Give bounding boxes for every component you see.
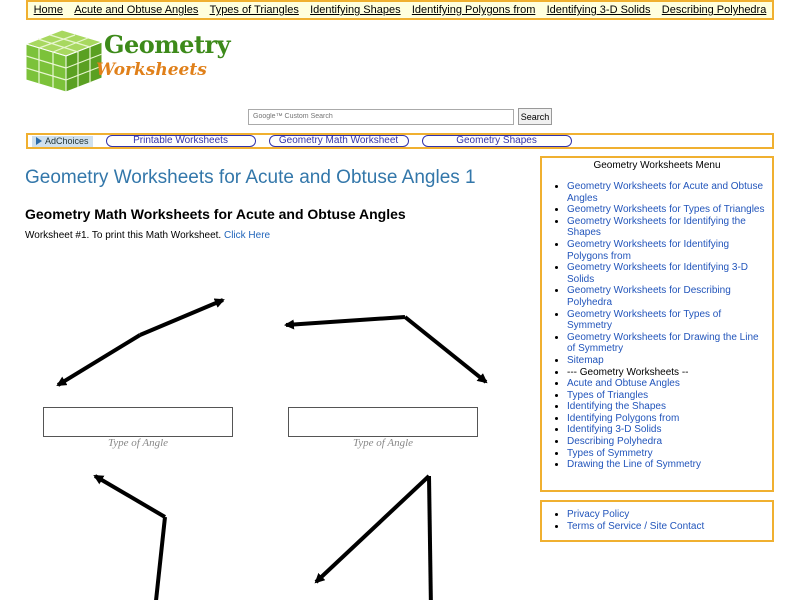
sidebar-link-sitemap[interactable]: Sitemap bbox=[567, 354, 604, 366]
print-text: Worksheet #1. To print this Math Worksheet. bbox=[25, 230, 222, 241]
sidebar-link-short-line-of-symmetry[interactable]: Drawing the Line of Symmetry bbox=[567, 459, 701, 471]
footer-links-box bbox=[540, 500, 774, 542]
sidebar-link-short-acute-obtuse[interactable]: Acute and Obtuse Angles bbox=[567, 378, 680, 390]
sidebar-link-short-shapes[interactable]: Identifying the Shapes bbox=[567, 401, 666, 413]
sidebar-item bbox=[567, 401, 766, 413]
logo-title: Geometry bbox=[104, 30, 231, 59]
logo-subtitle: Worksheets bbox=[96, 60, 207, 80]
search-input[interactable] bbox=[248, 109, 514, 125]
sidebar-item bbox=[567, 204, 766, 216]
sidebar-link-polyhedra[interactable]: Geometry Worksheets for Describing Polyhedra bbox=[567, 285, 731, 308]
sidebar-title: Geometry Worksheets Menu bbox=[593, 160, 721, 171]
play-icon bbox=[36, 137, 42, 145]
sidebar-item bbox=[567, 424, 766, 436]
print-link[interactable]: Click Here bbox=[223, 230, 271, 241]
adchoices-badge[interactable] bbox=[32, 136, 93, 147]
footer-item bbox=[567, 509, 772, 521]
sidebar-item bbox=[567, 436, 766, 448]
answer-label-1: Type of Angle bbox=[107, 437, 169, 449]
nav-home[interactable]: Home bbox=[33, 4, 63, 16]
sidebar-link-3d-solids[interactable]: Geometry Worksheets for Identifying 3-D Solids bbox=[567, 262, 748, 285]
angle-diagram-3 bbox=[95, 476, 165, 600]
answer-label-2: Type of Angle bbox=[352, 437, 414, 449]
print-instructions bbox=[25, 230, 270, 241]
nav-identifying-3d-solids[interactable]: Identifying 3-D Solids bbox=[546, 4, 651, 16]
angle-diagram-2 bbox=[286, 317, 486, 382]
sidebar-item bbox=[567, 413, 766, 425]
nav-identifying-shapes[interactable]: Identifying Shapes bbox=[310, 4, 401, 16]
sidebar-item bbox=[567, 216, 766, 239]
ad-link-geometry-math-worksheet[interactable]: Geometry Math Worksheet bbox=[269, 135, 409, 147]
sidebar-item bbox=[567, 262, 766, 285]
sidebar-link-symmetry[interactable]: Geometry Worksheets for Types of Symmetry bbox=[567, 308, 722, 332]
sidebar-item bbox=[567, 181, 766, 204]
sidebar-item bbox=[567, 309, 766, 332]
sidebar-item bbox=[567, 459, 766, 471]
cube-logo-icon bbox=[26, 26, 106, 96]
nav-acute-obtuse-angles[interactable]: Acute and Obtuse Angles bbox=[74, 4, 199, 16]
sidebar-link-short-polygons[interactable]: Identifying Polygons from bbox=[567, 412, 680, 424]
worksheet-heading: Geometry Math Worksheets for Acute and Obtuse Angles bbox=[25, 206, 406, 222]
sidebar-link-line-of-symmetry[interactable]: Geometry Worksheets for Drawing the Line of Symmetry bbox=[567, 331, 759, 355]
footer-list bbox=[542, 509, 772, 532]
sidebar-item bbox=[567, 332, 766, 355]
sidebar-item bbox=[567, 355, 766, 367]
ad-links-bar bbox=[26, 133, 774, 149]
sidebar-list bbox=[542, 181, 772, 471]
sidebar-item bbox=[567, 448, 766, 460]
nav-describing-polyhedra[interactable]: Describing Polyhedra bbox=[661, 4, 767, 16]
sidebar-link-polygons[interactable]: Geometry Worksheets for Identifying Polygons from bbox=[567, 238, 730, 262]
sidebar-item bbox=[567, 378, 766, 390]
sidebar-item bbox=[567, 285, 766, 308]
sidebar-item bbox=[567, 239, 766, 262]
terms-contact-link[interactable]: Terms of Service / Site Contact bbox=[567, 520, 705, 532]
angle-diagram-4 bbox=[316, 476, 431, 600]
worksheet-area bbox=[20, 280, 520, 600]
nav-types-of-triangles[interactable]: Types of Triangles bbox=[209, 4, 299, 16]
sidebar-link-triangles[interactable]: Geometry Worksheets for Types of Triangles bbox=[567, 204, 765, 216]
privacy-policy-link[interactable]: Privacy Policy bbox=[567, 509, 630, 520]
ad-link-printable-worksheets[interactable]: Printable Worksheets bbox=[106, 135, 256, 147]
answer-box-1[interactable] bbox=[43, 407, 233, 437]
sidebar-link-short-symmetry[interactable]: Types of Symmetry bbox=[567, 447, 653, 459]
sidebar-link-short-triangles[interactable]: Types of Triangles bbox=[567, 389, 649, 401]
sidebar-menu bbox=[540, 156, 774, 492]
sidebar-separator: • --- Geometry Worksheets -- bbox=[567, 367, 766, 379]
sidebar-link-short-polyhedra[interactable]: Describing Polyhedra bbox=[567, 436, 663, 448]
ad-link-geometry-shapes[interactable]: Geometry Shapes bbox=[422, 135, 572, 147]
search-button[interactable]: Search bbox=[518, 108, 552, 125]
top-navigation bbox=[26, 0, 774, 20]
nav-identifying-polygons[interactable]: Identifying Polygons from bbox=[411, 4, 536, 16]
sidebar-item bbox=[567, 390, 766, 402]
page-title: Geometry Worksheets for Acute and Obtuse Angles 1 bbox=[25, 167, 476, 188]
angle-diagram-1 bbox=[58, 300, 223, 385]
sidebar-link-short-3d-solids[interactable]: Identifying 3-D Solids bbox=[567, 424, 662, 436]
answer-box-2[interactable] bbox=[288, 407, 478, 437]
footer-item bbox=[567, 521, 772, 533]
sidebar-link-acute-obtuse[interactable]: Geometry Worksheets for Acute and Obtuse Angles bbox=[567, 181, 764, 204]
sidebar-link-shapes[interactable]: Geometry Worksheets for Identifying the Shapes bbox=[567, 215, 746, 239]
adchoices-label: AdChoices bbox=[45, 136, 89, 146]
search-bar bbox=[248, 108, 552, 125]
